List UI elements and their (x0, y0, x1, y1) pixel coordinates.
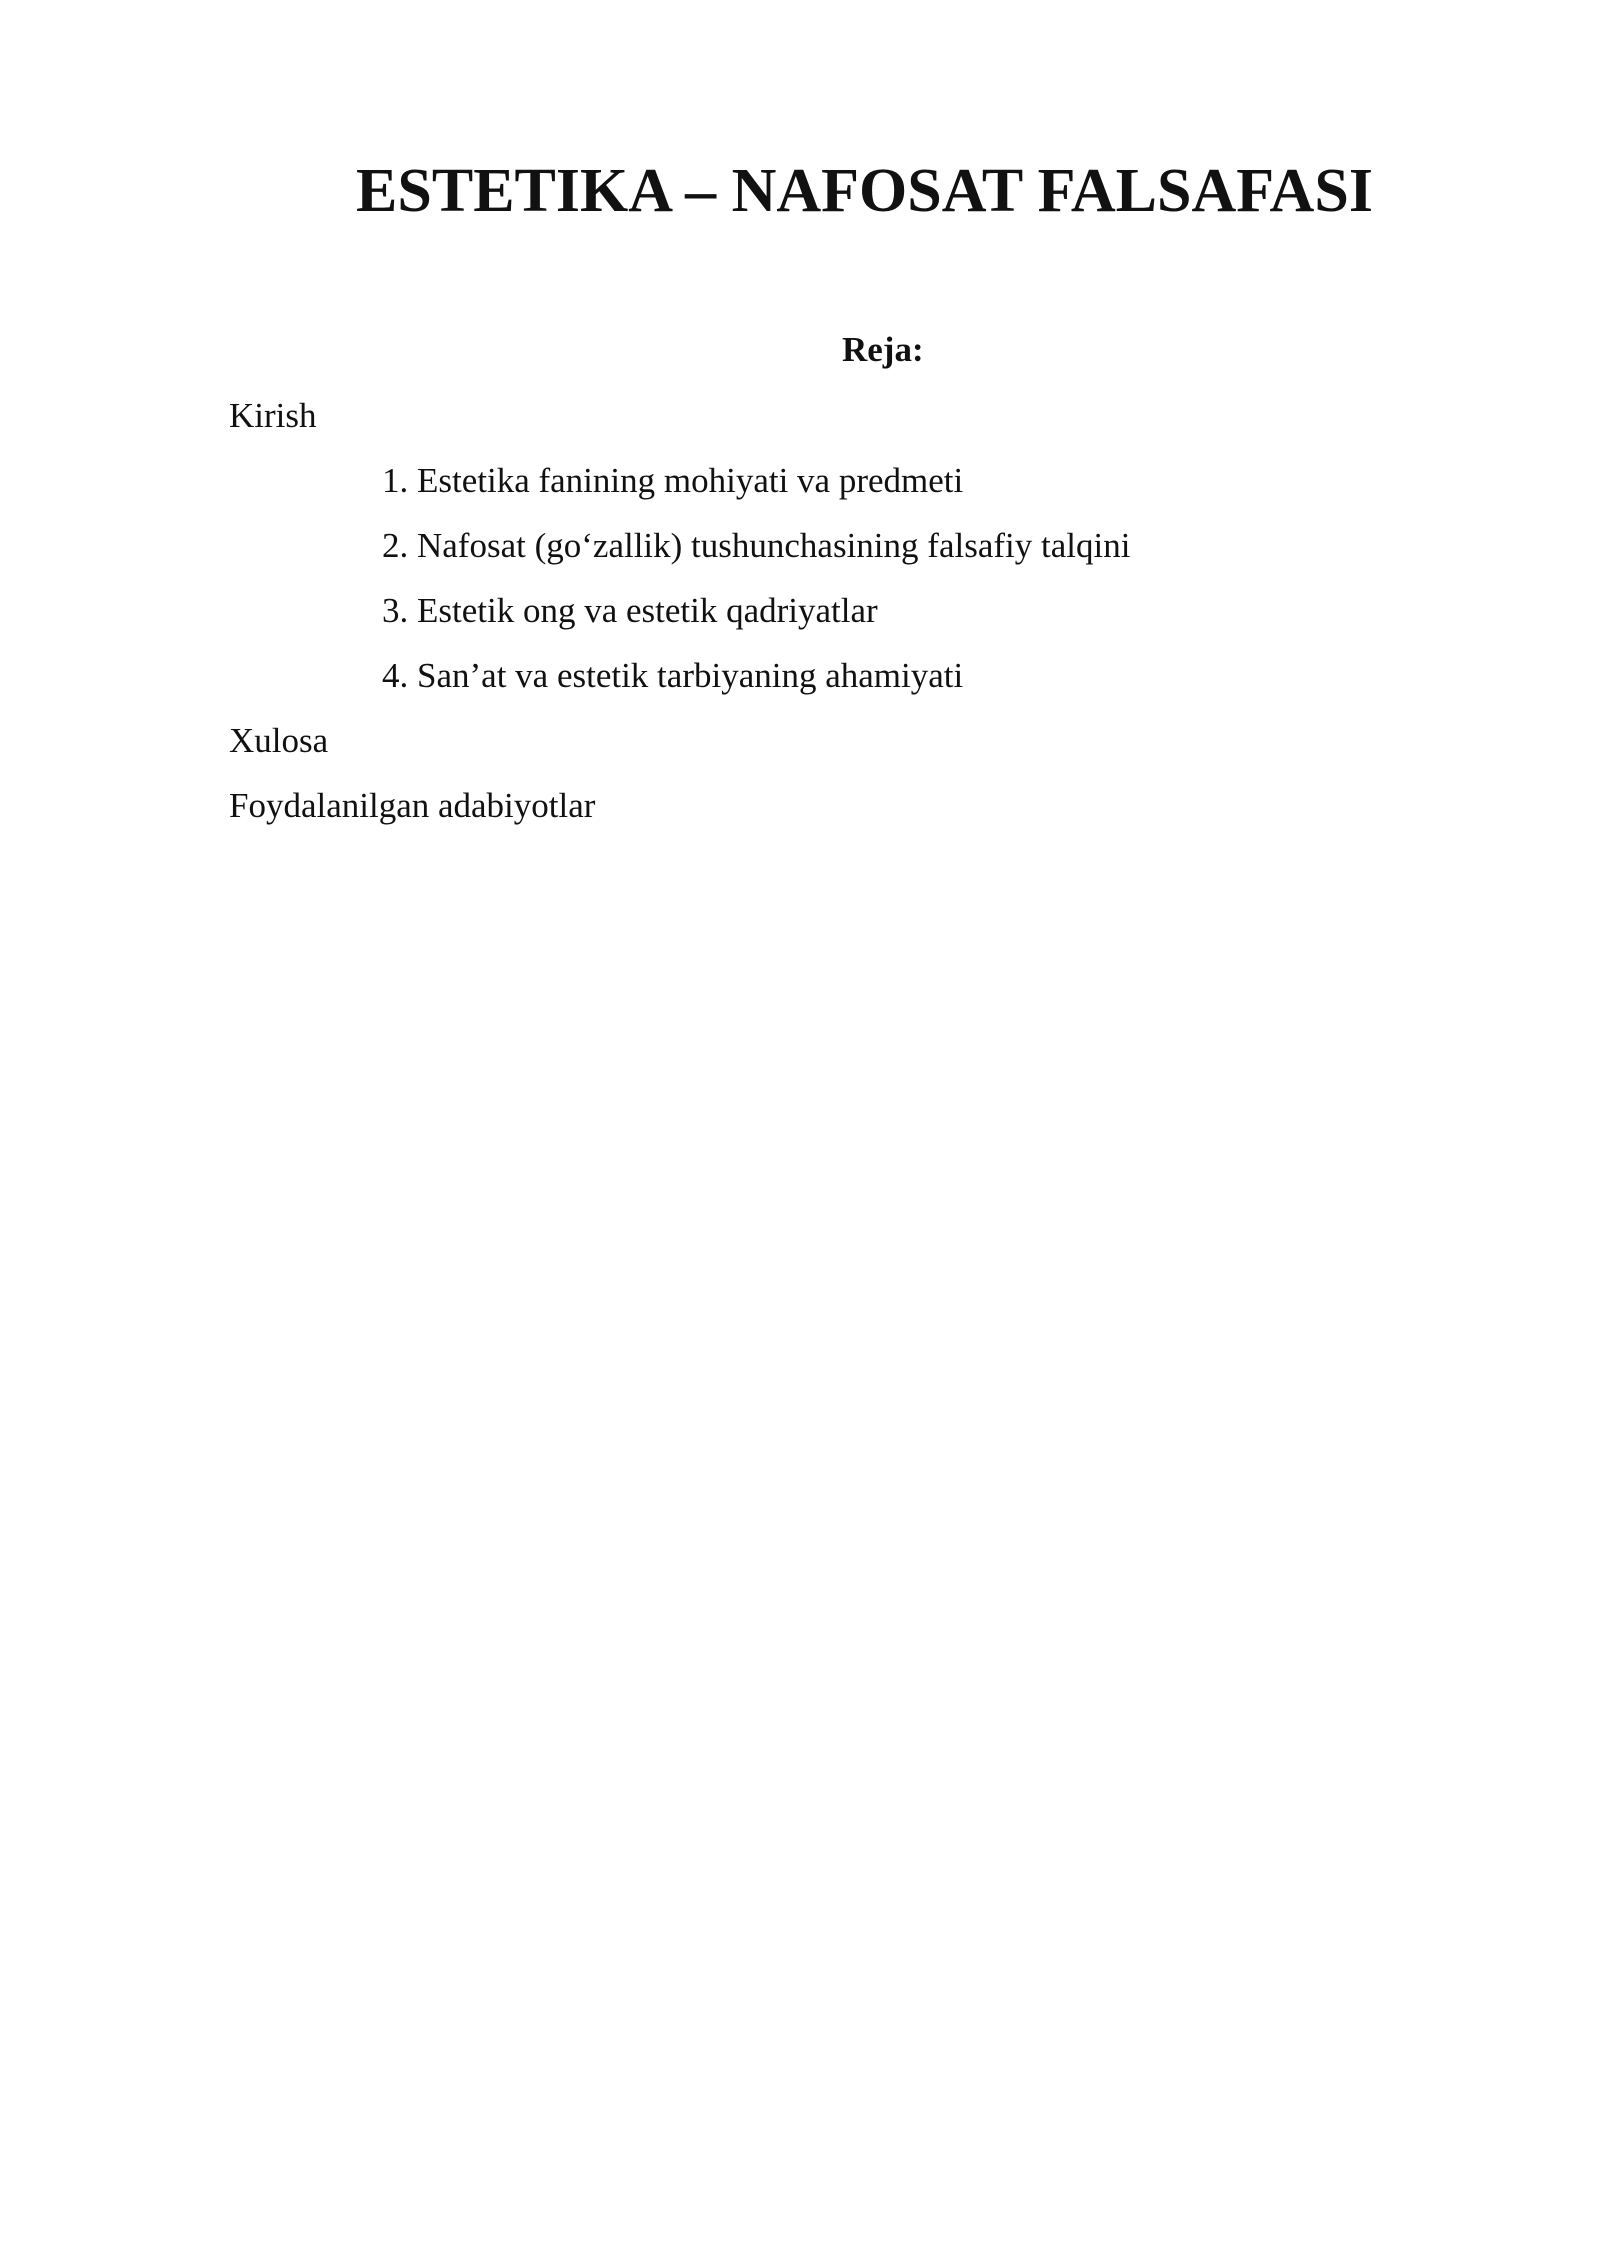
plan-item: 2. Nafosat (go‘zallik) tushunchasining falsafiy talqini (382, 526, 1131, 565)
document-title: ESTETIKA – NAFOSAT FALSAFASI (356, 157, 1373, 225)
plan-heading: Reja: (842, 330, 924, 369)
plan-intro: Kirish (229, 396, 317, 435)
plan-item: 3. Estetik ong va estetik qadriyatlar (382, 591, 878, 630)
plan-conclusion: Xulosa (229, 721, 329, 760)
plan-item: 4. San’at va estetik tarbiyaning ahamiyati (382, 656, 964, 695)
plan-item: 1. Estetika fanining mohiyati va predmeti (382, 461, 964, 500)
plan-references: Foydalanilgan adabiyotlar (229, 786, 596, 825)
